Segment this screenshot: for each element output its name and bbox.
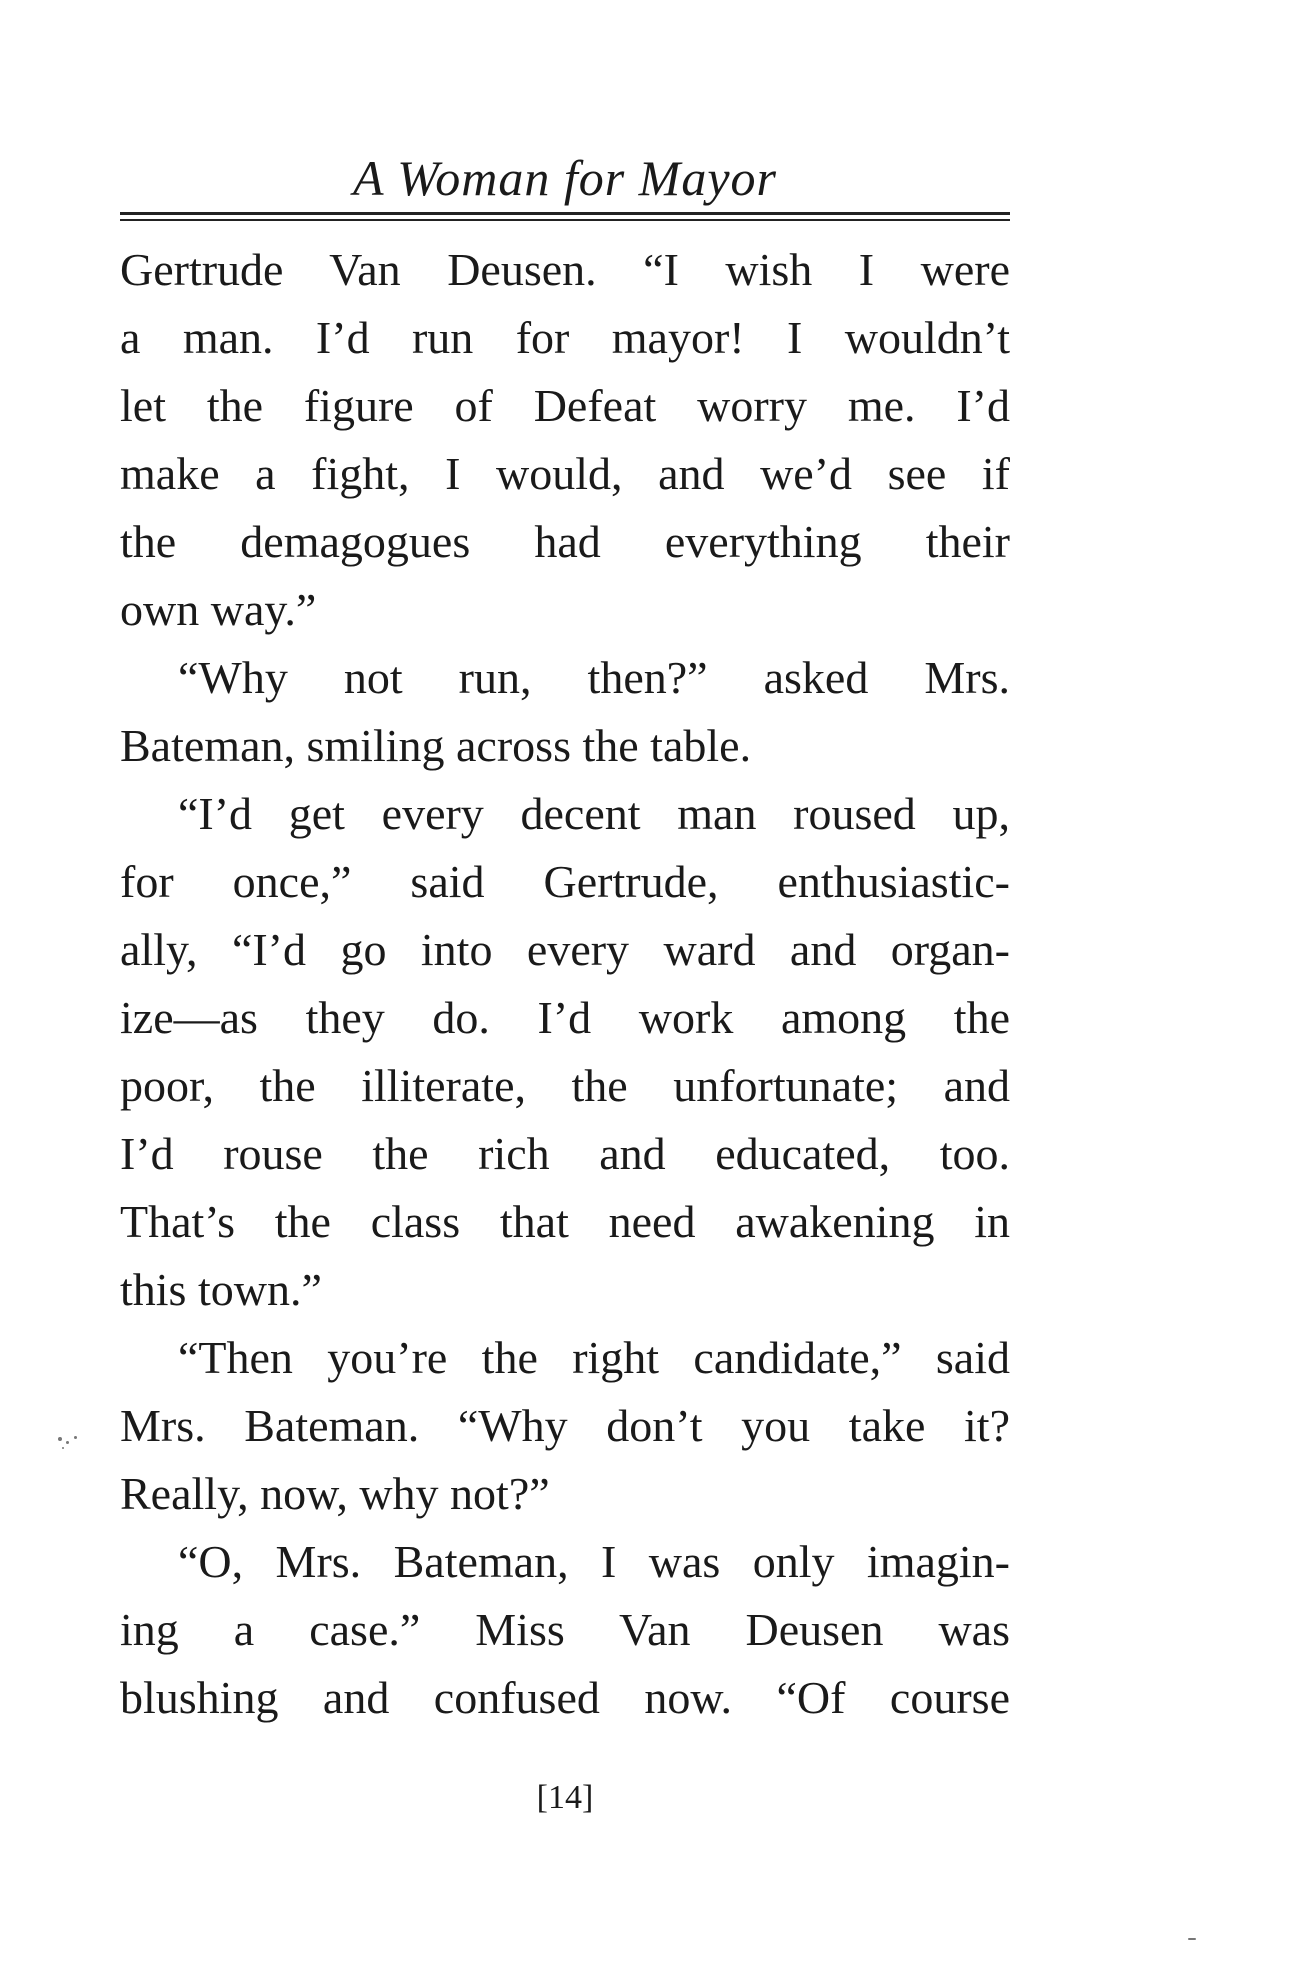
text-line: blushing and confused now. “Of course: [120, 1672, 1010, 1723]
text-line: Gertrude Van Deusen. “I wish I were: [120, 244, 1010, 295]
text-line: Bateman, smiling across the table.: [120, 720, 752, 771]
header-rule-thick: [120, 212, 1010, 215]
paper-speck: [1188, 1938, 1196, 1940]
text-line: make a fight, I would, and we’d see if: [120, 448, 1010, 499]
text-line: ize—as they do. I’d work among the: [120, 992, 1010, 1043]
text-line: poor, the illiterate, the unfortunate; and: [120, 1060, 1010, 1111]
text-line: a man. I’d run for mayor! I wouldn’t: [120, 312, 1010, 363]
text-line: own way.”: [120, 584, 317, 635]
page-number: [14]: [536, 1779, 594, 1816]
text-line: Mrs. Bateman. “Why don’t you take it?: [120, 1400, 1010, 1451]
text-line: Really, now, why not?”: [120, 1468, 550, 1519]
text-line: “O, Mrs. Bateman, I was only imagin-: [178, 1536, 1010, 1587]
paper-speck: [58, 1437, 62, 1441]
text-line: for once,” said Gertrude, enthusiastic-: [120, 856, 1010, 907]
body-text: [120, 236, 1010, 1732]
paper-speck: [74, 1436, 77, 1439]
text-line: “Why not run, then?” asked Mrs.: [178, 652, 1010, 703]
text-line: I’d rouse the rich and educated, too.: [120, 1128, 1010, 1179]
text-line: “I’d get every decent man roused up,: [178, 788, 1010, 839]
header-rule-thin: [120, 219, 1010, 221]
text-line: That’s the class that need awakening in: [120, 1196, 1010, 1247]
text-line: ally, “I’d go into every ward and organ-: [120, 924, 1010, 975]
running-head: A Woman for Mayor: [353, 150, 777, 206]
text-line: let the figure of Defeat worry me. I’d: [120, 380, 1010, 431]
paper-speck: [62, 1447, 64, 1449]
text-line: “Then you’re the right candidate,” said: [178, 1332, 1010, 1383]
text-line: this town.”: [120, 1264, 322, 1315]
paper-speck: [66, 1441, 69, 1444]
text-line: the demagogues had everything their: [120, 516, 1010, 567]
text-line: ing a case.” Miss Van Deusen was: [120, 1604, 1010, 1655]
